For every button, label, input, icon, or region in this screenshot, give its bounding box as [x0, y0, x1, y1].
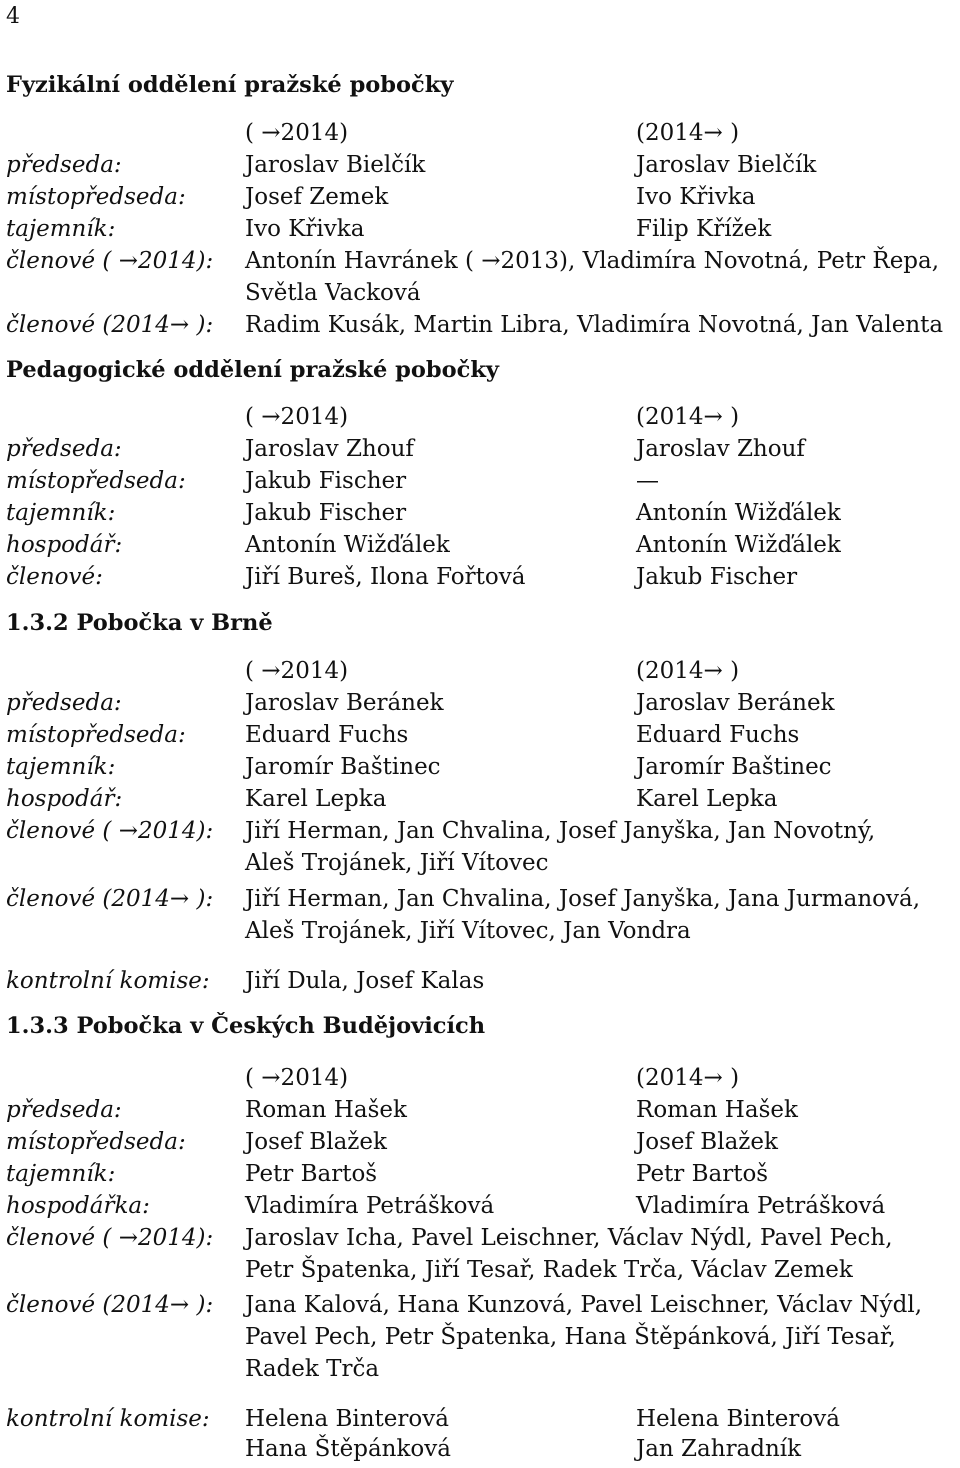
row-col1: Ivo Křivka: [245, 216, 365, 242]
row-col1: Roman Hašek: [245, 1097, 407, 1123]
table-row: [0, 1161, 960, 1193]
row-col1: Petr Bartoš: [245, 1161, 378, 1187]
table-row-continuation: [0, 850, 960, 882]
row-col1: Jaroslav Icha, Pavel Leischner, Václav Nýdl, Pavel Pech,: [245, 1225, 893, 1251]
table-row: [0, 886, 960, 918]
row-col1: Jiří Herman, Jan Chvalina, Josef Janyška, Jana Jurmanová,: [245, 886, 921, 912]
row-col1: Vladimíra Petrášková: [245, 1193, 495, 1219]
row-col1: Aleš Trojánek, Jiří Vítovec: [245, 850, 549, 876]
header-col2: (2014→ ): [636, 120, 740, 146]
row-col1: Josef Zemek: [245, 184, 389, 210]
row-col2: Jaroslav Zhouf: [636, 436, 805, 462]
row-col2: Karel Lepka: [636, 786, 778, 812]
section-title: 1.3.3 Pobočka v Českých Budějovicích: [6, 1013, 486, 1039]
row-label: členové (2014→ ):: [6, 312, 214, 338]
column-header-row: [0, 1065, 960, 1097]
section-title: Pedagogické oddělení pražské pobočky: [6, 357, 499, 383]
table-row: [0, 312, 960, 344]
row-col1: Radek Trča: [245, 1356, 380, 1382]
column-header-row: [0, 404, 960, 436]
table-row-continuation: [0, 1257, 960, 1289]
row-label: hospodářka:: [6, 1193, 150, 1219]
row-col1: Světla Vacková: [245, 280, 421, 306]
row-label: členové ( →2014):: [6, 818, 214, 844]
table-row: [0, 722, 960, 754]
row-col2: Roman Hašek: [636, 1097, 798, 1123]
table-row: [0, 532, 960, 564]
table-row-continuation: [0, 1356, 960, 1388]
row-label: tajemník:: [6, 1161, 116, 1187]
section-title: 1.3.2 Pobočka v Brně: [6, 610, 273, 636]
row-col2: Antonín Wižďálek: [636, 532, 841, 558]
row-label: členové:: [6, 564, 103, 590]
table-row-continuation: [0, 918, 960, 950]
row-col1: Radim Kusák, Martin Libra, Vladimíra Novotná, Jan Valenta: [245, 312, 944, 338]
row-col1: Petr Špatenka, Jiří Tesař, Radek Trča, Václav Zemek: [245, 1257, 853, 1283]
header-col1: ( →2014): [245, 1065, 349, 1091]
row-col1: Jana Kalová, Hana Kunzová, Pavel Leischner, Václav Nýdl,: [245, 1292, 923, 1318]
table-row-continuation: [0, 1436, 960, 1468]
table-row: [0, 1292, 960, 1324]
column-header-row: [0, 658, 960, 690]
row-col2: Petr Bartoš: [636, 1161, 769, 1187]
table-row: [0, 468, 960, 500]
row-col2: Antonín Wižďálek: [636, 500, 841, 526]
row-col1: Antonín Wižďálek: [245, 532, 450, 558]
row-col2: Ivo Křivka: [636, 184, 756, 210]
row-col1: Hana Štěpánková: [245, 1436, 451, 1462]
row-label: místopředseda:: [6, 1129, 186, 1155]
table-row: [0, 184, 960, 216]
column-header-row: [0, 120, 960, 152]
page-number: 4: [6, 4, 20, 29]
row-label: místopředseda:: [6, 468, 186, 494]
row-col1: Jakub Fischer: [245, 500, 407, 526]
row-col2: Josef Blažek: [636, 1129, 778, 1155]
row-col2: Eduard Fuchs: [636, 722, 800, 748]
row-col1: Jiří Bureš, Ilona Fořtová: [245, 564, 526, 590]
row-label: členové (2014→ ):: [6, 886, 214, 912]
row-col2: Jaroslav Bielčík: [636, 152, 817, 178]
header-col1: ( →2014): [245, 658, 349, 684]
row-label: hospodář:: [6, 786, 123, 812]
row-label: hospodář:: [6, 532, 123, 558]
row-label: místopředseda:: [6, 184, 186, 210]
header-col1: ( →2014): [245, 120, 349, 146]
row-col1: Antonín Havránek ( →2013), Vladimíra Novotná, Petr Řepa,: [245, 248, 940, 274]
row-col2: Vladimíra Petrášková: [636, 1193, 886, 1219]
table-row: [0, 1225, 960, 1257]
row-col1: Josef Blažek: [245, 1129, 387, 1155]
table-row: [0, 216, 960, 248]
row-col1: Jaroslav Zhouf: [245, 436, 414, 462]
row-label: členové (2014→ ):: [6, 1292, 214, 1318]
row-label: předseda:: [6, 152, 122, 178]
section-title: Fyzikální oddělení pražské pobočky: [6, 72, 454, 98]
row-col1: Eduard Fuchs: [245, 722, 409, 748]
row-label: tajemník:: [6, 500, 116, 526]
table-row: [0, 786, 960, 818]
row-col1: Jaroslav Beránek: [245, 690, 444, 716]
row-col2: Jan Zahradník: [636, 1436, 802, 1462]
table-row: [0, 564, 960, 596]
header-col2: (2014→ ): [636, 658, 740, 684]
table-row: [0, 436, 960, 468]
table-row: [0, 152, 960, 184]
row-col2: Jakub Fischer: [636, 564, 798, 590]
row-col2: Jaromír Baštinec: [636, 754, 832, 780]
row-col1: Karel Lepka: [245, 786, 387, 812]
table-row-continuation: [0, 280, 960, 312]
table-row: [0, 1193, 960, 1225]
row-label: předseda:: [6, 690, 122, 716]
row-col2: —: [636, 468, 659, 494]
table-row: [0, 1406, 960, 1438]
row-col1: Jaromír Baštinec: [245, 754, 441, 780]
row-col2: Helena Binterová: [636, 1406, 840, 1432]
row-col1: Helena Binterová: [245, 1406, 449, 1432]
table-row: [0, 1097, 960, 1129]
row-col1: Pavel Pech, Petr Špatenka, Hana Štěpánková, Jiří Tesař,: [245, 1324, 896, 1350]
row-label: tajemník:: [6, 216, 116, 242]
table-row-continuation: [0, 1324, 960, 1356]
table-row: [0, 500, 960, 532]
table-row: [0, 818, 960, 850]
row-col1: Jiří Herman, Jan Chvalina, Josef Janyška, Jan Novotný,: [245, 818, 876, 844]
table-row: [0, 754, 960, 786]
row-col2: Filip Křížek: [636, 216, 772, 242]
row-label: tajemník:: [6, 754, 116, 780]
row-col1: Aleš Trojánek, Jiří Vítovec, Jan Vondra: [245, 918, 691, 944]
row-label: kontrolní komise:: [6, 1406, 210, 1432]
table-row: [0, 690, 960, 722]
table-row: [0, 968, 960, 1000]
header-col1: ( →2014): [245, 404, 349, 430]
row-col1: Jiří Dula, Josef Kalas: [245, 968, 485, 994]
row-col1: Jakub Fischer: [245, 468, 407, 494]
row-label: předseda:: [6, 436, 122, 462]
row-col2: Jaroslav Beránek: [636, 690, 835, 716]
row-label: kontrolní komise:: [6, 968, 210, 994]
row-label: předseda:: [6, 1097, 122, 1123]
header-col2: (2014→ ): [636, 1065, 740, 1091]
table-row: [0, 1129, 960, 1161]
row-label: členové ( →2014):: [6, 248, 214, 274]
table-row: [0, 248, 960, 280]
row-label: členové ( →2014):: [6, 1225, 214, 1251]
header-col2: (2014→ ): [636, 404, 740, 430]
row-col1: Jaroslav Bielčík: [245, 152, 426, 178]
row-label: místopředseda:: [6, 722, 186, 748]
